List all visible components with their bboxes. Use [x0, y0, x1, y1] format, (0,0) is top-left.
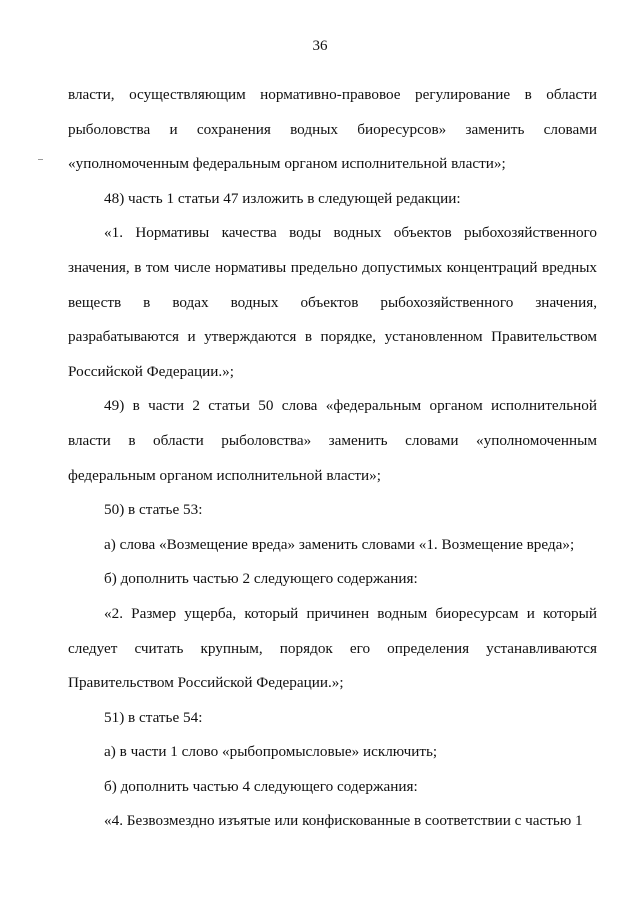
text-line: «2. Размер ущерба, который причинен водным биоресурсам и который — [104, 604, 597, 622]
text-line: рыболовства и сохранения водных биоресурсов» заменить словами — [68, 120, 597, 138]
text-line: б) дополнить частью 2 следующего содержания: — [104, 570, 418, 588]
text-line: б) дополнить частью 4 следующего содержания: — [104, 777, 418, 795]
text-line: веществ в водах водных объектов рыбохозяйственного значения, — [68, 293, 597, 311]
text-line: 49) в части 2 статьи 50 слова «федеральным органом исполнительной — [104, 397, 597, 415]
text-line: 51) в статье 54: — [104, 708, 203, 726]
text-line: Правительством Российской Федерации.»; — [68, 674, 344, 692]
text-line: «4. Безвозмездно изъятые или конфискованные в соответствии с частью 1 — [104, 812, 583, 830]
text-line: а) в части 1 слово «рыбопромысловые» исключить; — [104, 743, 438, 761]
text-line: власти, осуществляющим нормативно-правовое регулирование в области — [68, 86, 597, 103]
text-line: власти в области рыболовства» заменить словами «уполномоченным — [68, 431, 597, 449]
text-line: а) слова «Возмещение вреда» заменить словами «1. Возмещение вреда»; — [104, 535, 575, 553]
text-line: 48) часть 1 статьи 47 изложить в следующей редакции: — [104, 189, 461, 207]
text-line: федеральным органом исполнительной власти»; — [68, 466, 381, 484]
page-number: 36 — [312, 38, 328, 54]
margin-mark — [38, 159, 43, 160]
text-line: разрабатываются и утверждаются в порядке, установленном Правительством — [68, 328, 597, 346]
text-line: значения, в том числе нормативы предельно допустимых концентраций вредных — [68, 258, 597, 276]
text-line: «1. Нормативы качества воды водных объектов рыбохозяйственного — [104, 224, 597, 242]
text-line: следует считать крупным, порядок его определения устанавливаются — [68, 639, 597, 657]
text-line: «уполномоченным федеральным органом исполнительной власти»; — [68, 155, 506, 173]
text-line: 50) в статье 53: — [104, 501, 203, 519]
text-line: Российской Федерации.»; — [68, 362, 234, 380]
document-body — [68, 78, 597, 839]
